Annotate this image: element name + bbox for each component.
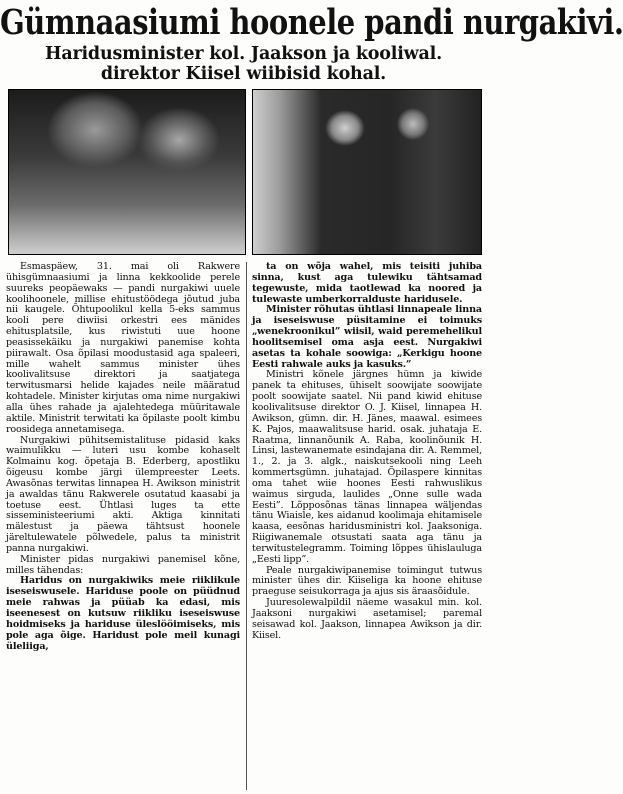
- article-body: [6, 262, 482, 790]
- article-paragraph: Juuresolewalpildil näeme wasakul min. kol. Jaaksoni nurgakiwi asetamisel; paremal seisawad kol. Jaakson, linnapea Awikson ja dir. Kiisel.: [252, 597, 482, 641]
- headline: Gümnaasiumi hoonele pandi nurgakivi.: [0, 2, 623, 43]
- photo-officials-standing: [252, 89, 482, 255]
- article-paragraph: Nurgakiwi pühitsemistalituse pidasid kaks waimulikku — luteri usu kombe kohaselt Kolmainu kog. õpetaja B. Ederberg, apostliku õigeusu kombe järgi ülempreester Leets. Awasõnas terwitas linnapea H. Awikson ministrit ja awaldas tänu Rakwerele osutatud kaasabi ja toetuse eest. Ühtlasi luges ta ette sisseministeeriumi akti. Aktiga kinnitati mälestust ja päewa tähtsust hoonele järeltulewatele põlwedele, palus ta ministrit panna nurgakiwi.: [6, 434, 240, 554]
- photo-laying-foundation-stone: [8, 89, 246, 255]
- article-column-right: [246, 262, 482, 790]
- article-paragraph: Peale nurgakiwipanemise toimingut tutwus minister ühes dir. Kiiseliga ka hoone ehituse praeguse seisukorraga ja ajus sis äraasõidule.: [252, 564, 482, 598]
- article-paragraph: Ministri kõnele järgnes hümn ja kiwide panek ta ehituses, ühiselt soowijate soowijate poolt soowijate saatel. Nii pand kiwid ehituse koolivalitsuse direktor O. J. Kiisel, linnapea H. Awikson, gümn. dir. H. Jänes, maawal. esimees K. Pajos, maawalitsuse harid. osak. juhataja E. Raatma, linnanõunik A. Raba, koolinõunik H. Linsi, lastewanemate esindajana dir. A. Remmel, 1., 2. ja 3. algk., naiskutsekooli ning Leeh kommertsgümn. juhatajad. Õpilaspere kinnitas oma tahet wiie hoones Eesti rahwuslikus waimus sirguda, laulides „Onne sulle wada Eesti”. Lõpposõnas tänas linnapea wäljendas tänu Wiaisle, kes aidanud koolimaja ehitamisele kaasa, eesõnas haridusministri kol. Jaaksoniga. Riigiwanemale otsustati saata aga tänu ja terwitustelegramm. Toiming lõppes ühislauluga „Eesti lipp”.: [252, 369, 482, 565]
- article-paragraph: Minister pidas nurgakiwi panemisel kõne, milles tähendas:: [6, 553, 240, 576]
- article-paragraph: Esmaspäew, 31. mai oli Rakwere ühisgümnaasiumi ja linna kekkoolide perele suureks peopäewaks — pandi nurgakiwi uuele koolihoonele, millise ehitustöödega jõutud juba nii kaugele. Õhtupoolikul kella 5-eks sammus kooli pere diwiisi orkestri ees mänides ehitusplatsile, kus riwistuti uue hoone peasissekäiku ja nurgakiwi panemise kohta piirawalt. Osa õpilasi moodustasid aga spaleeri, mille wahelt sammus minister ühes koolivalitsuse direktori ja saatjatega terwitusmarsi helide kajades neile määratud kohtadele. Minister kirjutas oma nime nurgakiwi alla ühes rahade ja ajalehtedega müüritawale aktile. Ministrit terwitati ka õpilaste poolt kimbu roosidega annetamisega.: [6, 261, 240, 435]
- article-paragraph: Minister rõhutas ühtlasi linnapeale linna ja iseseiswuse püsitamine ei toimuks „wenekroonikul” wiisil, waid peremehelikul hoolitsemisel oma asja eest. Nurgakiwi asetas ta kohale soowiga: „Kerkigu hoone Eesti rahwale auks ja kasuks.”: [252, 304, 482, 370]
- article-column-left: [6, 262, 240, 790]
- article-paragraph: ta on wõja wahel, mis teisiti juhiba sinna, kust aga tulewiku tähtsamad tegewuste, mida taotlewad ka noored ja tulewaste umberkorralduste haridusele.: [252, 261, 482, 305]
- subheadline: Haridusminister kol. Jaakson ja kooliwal. direktor Kiisel wiibisid kohal.: [44, 44, 442, 84]
- article-paragraph: Haridus on nurgakiwiks meie riiklikule iseseiswusele. Hariduse poole on püüdnud meie rahwas ja püüab ka edasi, mis iseenesest on kutsuw riikliku iseseiswuse hoidmiseks ja hariduse üleslööimiseks, mis pole aga õige. Haridust pole meil kunagi üleliiga,: [6, 575, 240, 652]
